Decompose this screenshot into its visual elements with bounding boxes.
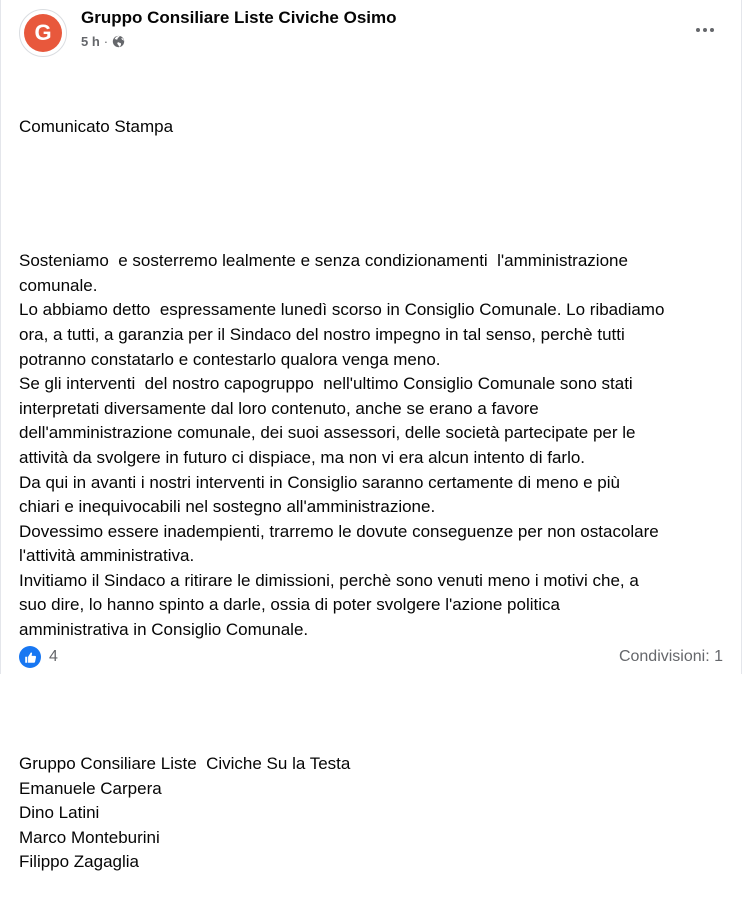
post-meta [81, 34, 125, 49]
avatar-letter: G [24, 14, 62, 52]
avatar[interactable] [19, 9, 67, 57]
globe-icon[interactable] [112, 35, 125, 48]
meta-separator: · [103, 34, 109, 49]
post-footer [19, 645, 723, 669]
post-timestamp[interactable]: 5 h [81, 34, 100, 49]
thumbs-up-icon [24, 651, 37, 664]
post-title: Comunicato Stampa [19, 117, 174, 137]
spacer [19, 189, 719, 200]
more-options-icon[interactable] [687, 12, 723, 48]
more-dot [696, 28, 700, 32]
more-dot [710, 28, 714, 32]
post-signature: Gruppo Consiliare Liste Civiche Su la Testa Emanuele Carpera Dino Latini Marco Monteburini Filippo Zagaglia [19, 754, 351, 872]
page-name-link[interactable]: Gruppo Consiliare Liste Civiche Osimo [81, 8, 397, 27]
reaction-count: 4 [49, 648, 58, 665]
post-body [19, 66, 719, 924]
spacer [19, 692, 719, 703]
post-header [19, 6, 723, 58]
like-icon [19, 646, 41, 668]
more-dot [703, 28, 707, 32]
post-paragraph: Sosteniamo e sosterremo lealmente e senza condizionamenti l'amministrazione comunale. Lo abbiamo detto espressamente lunedì scorso in Consiglio Comunale. Lo ribadiamo ora, a tutti, a garanzia per il Sindaco del nostro impegno in tal senso, perchè tutti potranno constatarlo e contestarlo qualora venga meno. Se gli interventi del nostro capogruppo nell'ultimo Consiglio Comunale sono stati interpretati diversamente dal loro contenuto, anche se erano a favore dell'amministrazione comunale, dei suoi assessori, delle società partecipate per le attività da svolgere in futuro ci dispiace, ma non vi era alcun intento di farlo. Da qui in avanti i nostri interventi in Consiglio saranno certamente di meno e più chiari e inequivocabili nel sostegno all'amministrazione. Dovessimo essere inadempienti, trarremo le dovute conseguenze per non ostacolare l'attività amministrativa. Invitiamo il Sindaco a ritirare le dimissioni, perchè sono venuti meno i motivi che, a suo dire, lo hanno spinto a darle, ossia di poter svolgere l'azione politica amministrativa in Consiglio Comunale. [19, 251, 665, 640]
shares-count-link[interactable]: Condivisioni: 1 [618, 648, 723, 665]
reactions-summary[interactable] [19, 646, 58, 668]
